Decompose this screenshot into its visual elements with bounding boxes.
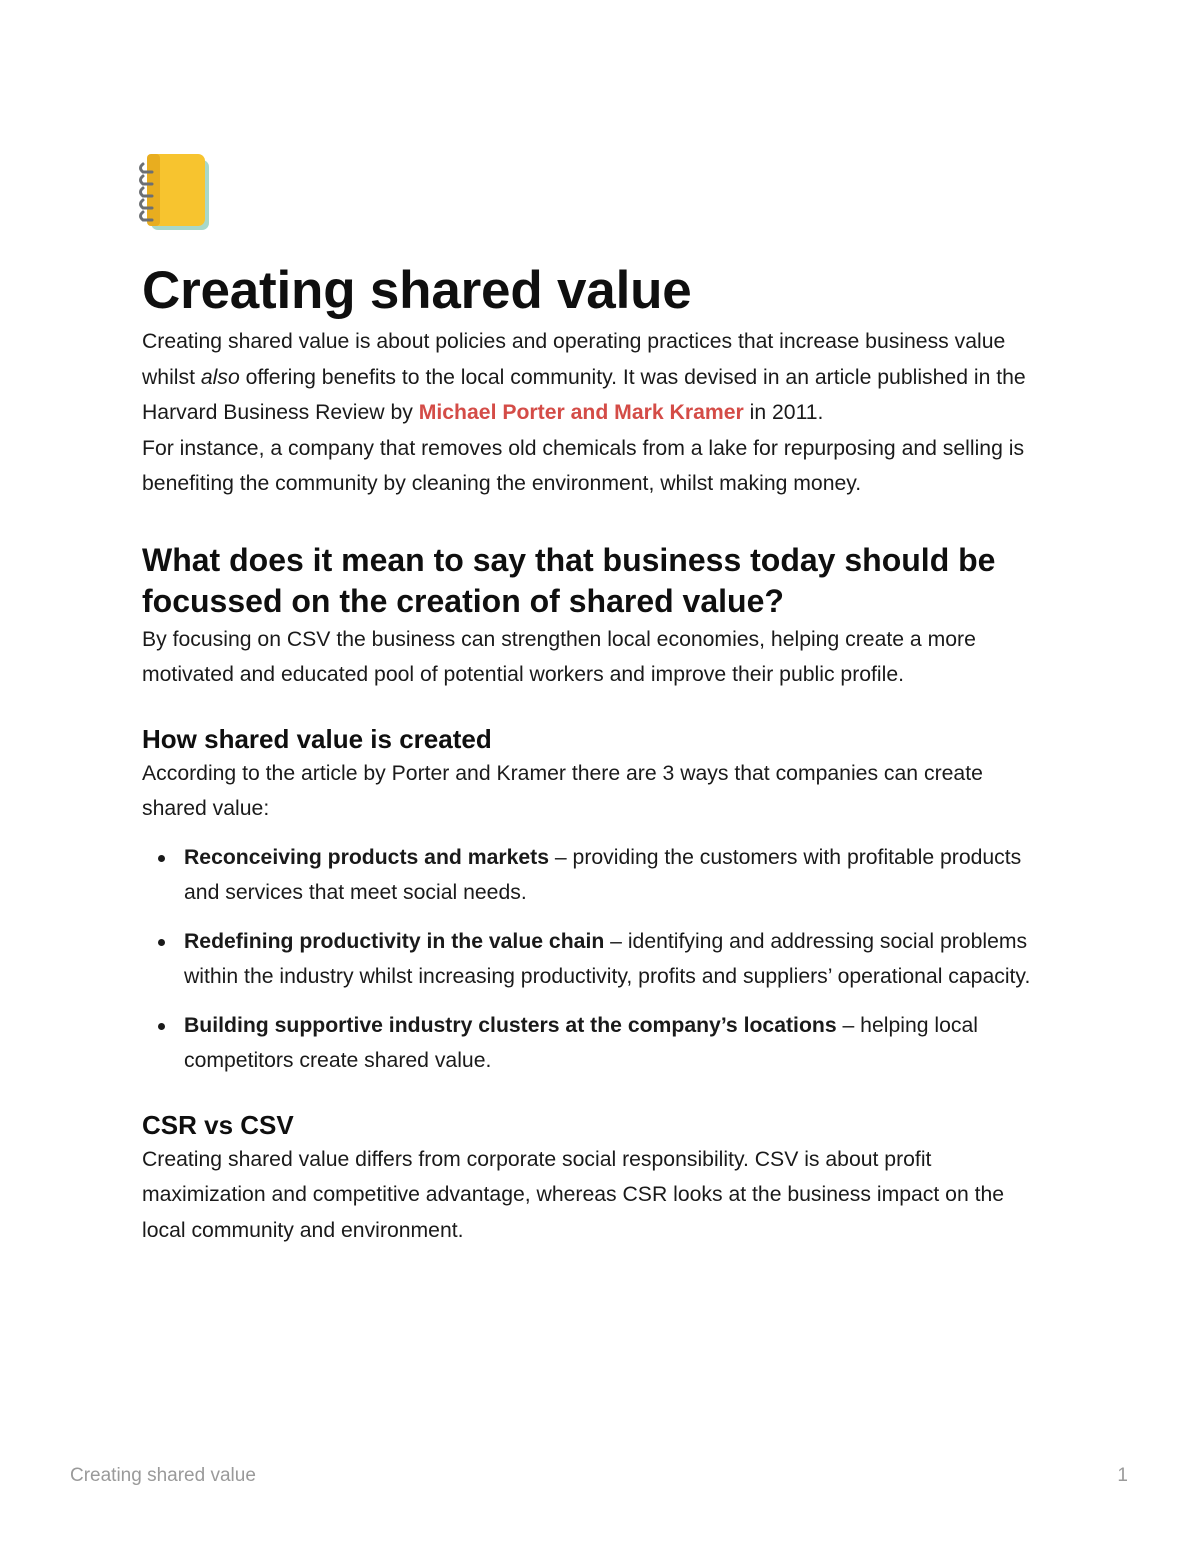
- page-number: 1: [1117, 1465, 1128, 1486]
- list-item: [142, 1008, 1052, 1079]
- intro-text-2: offering benefits to the local community. It was devised in an article published in the Harvard Business Review by: [142, 365, 1026, 424]
- list-item-text: – helping local competitors create shared value.: [184, 1013, 978, 1072]
- how-heading: How shared value is created: [142, 723, 492, 754]
- list-item: [142, 924, 1052, 995]
- page-content: [142, 150, 1052, 1248]
- example-paragraph: For instance, a company that removes old chemicals from a lake for repurposing and selling is benefiting the community by cleaning the environment, whilst making money.: [142, 436, 1025, 495]
- list-item: [142, 840, 1052, 911]
- meaning-heading: What does it mean to say that business today should be focussed on the creation of shared value?: [142, 541, 996, 619]
- csr-paragraph: Creating shared value differs from corporate social responsibility. CSV is about profit maximization and competitive advantage, whereas CSR looks at the business impact on the local community and environment.: [142, 1147, 1005, 1242]
- intro-paragraph: [142, 324, 1052, 431]
- bullet-icon: [158, 855, 165, 862]
- intro-text-3: in 2011.: [743, 401, 824, 424]
- notebook-icon: [134, 150, 214, 234]
- csr-heading: CSR vs CSV: [142, 1109, 294, 1140]
- bullet-icon: [158, 1023, 165, 1030]
- page-title: Creating shared value: [142, 261, 692, 320]
- footer-title: Creating shared value: [70, 1465, 256, 1486]
- list-item-title: Redefining productivity in the value chain: [184, 929, 605, 953]
- author-link[interactable]: Michael Porter and Mark Kramer: [418, 401, 744, 424]
- how-paragraph: According to the article by Porter and Kramer there are 3 ways that companies can create shared value:: [142, 761, 983, 820]
- list-item-title: Building supportive industry clusters at the company’s locations: [184, 1013, 837, 1037]
- list-item-title: Reconceiving products and markets: [184, 845, 549, 869]
- meaning-paragraph: By focusing on CSV the business can strengthen local economies, helping create a more motivated and educated pool of potential workers and improve their public profile.: [142, 627, 976, 686]
- intro-text-1: Creating shared value is about policies and operating practices that increase business value whilst: [142, 330, 1006, 389]
- bullet-icon: [158, 939, 165, 946]
- intro-emphasis: also: [200, 365, 240, 389]
- list-item-text: – providing the customers with profitable products and services that meet social needs.: [184, 845, 1022, 904]
- ways-list: [142, 840, 1052, 1079]
- list-item-text: – identifying and addressing social problems within the industry whilst increasing productivity, profits and suppliers’ operational capacity.: [184, 929, 1031, 988]
